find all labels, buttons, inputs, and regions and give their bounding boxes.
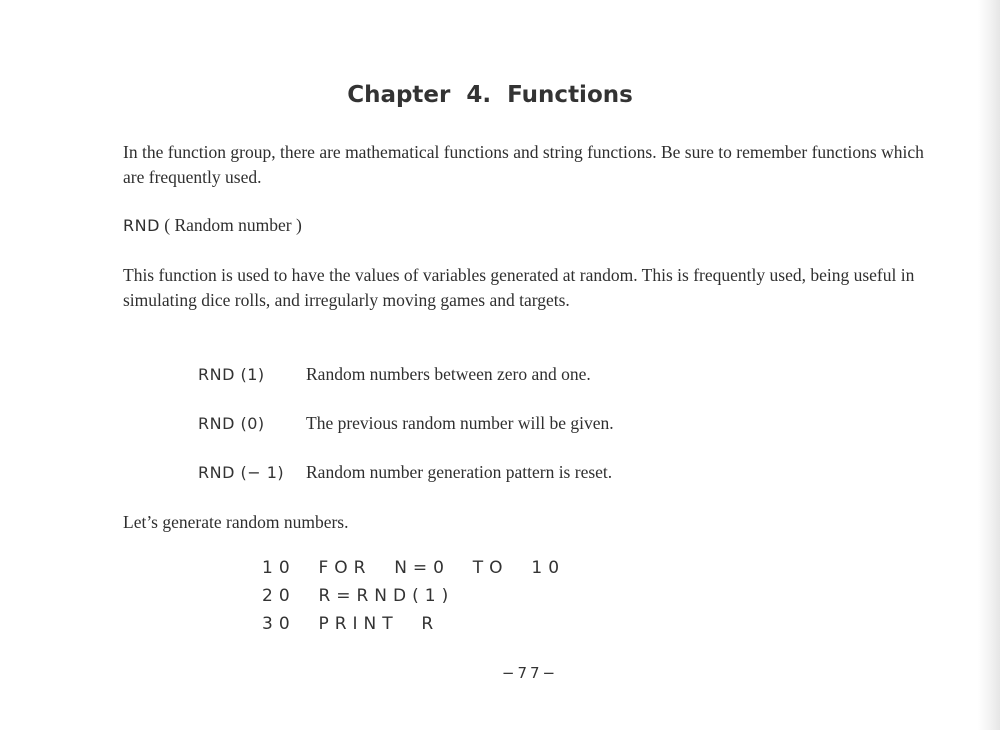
example-lead-in: Let’s generate random numbers. <box>123 512 349 532</box>
page-number: −77− <box>501 664 559 682</box>
rnd-form-description: The previous random number will be given. <box>306 413 614 433</box>
rnd-form-row <box>198 460 898 485</box>
rnd-heading-label: ( Random number ) <box>159 215 302 235</box>
rnd-form-row <box>198 362 898 387</box>
program-line: 10 FOR N=0 TO 10 <box>262 558 566 578</box>
rnd-form-code: RND (0) <box>198 414 265 433</box>
intro-paragraph: In the function group, there are mathematical functions and string functions. Be sure to remember functions which are frequently used. <box>123 142 924 187</box>
rnd-form-description: Random numbers between zero and one. <box>306 364 591 384</box>
program-line: 20 R=RND(1) <box>262 586 455 606</box>
rnd-form-row <box>198 411 898 436</box>
rnd-form-code: RND (− 1) <box>198 463 285 482</box>
rnd-form-code: RND (1) <box>198 365 265 384</box>
rnd-description-paragraph: This function is used to have the values of variables generated at random. This is frequently used, being useful in simulating dice rolls, and irregularly moving games and targets. <box>123 265 915 310</box>
rnd-keyword: RND <box>123 216 160 235</box>
rnd-section-heading <box>123 213 933 238</box>
rnd-form-description: Random number generation pattern is reset. <box>306 462 613 482</box>
chapter-title: Chapter 4. Functions <box>347 82 633 108</box>
program-line: 30 PRINT R <box>262 614 440 634</box>
page-edge-shadow <box>978 0 1000 730</box>
